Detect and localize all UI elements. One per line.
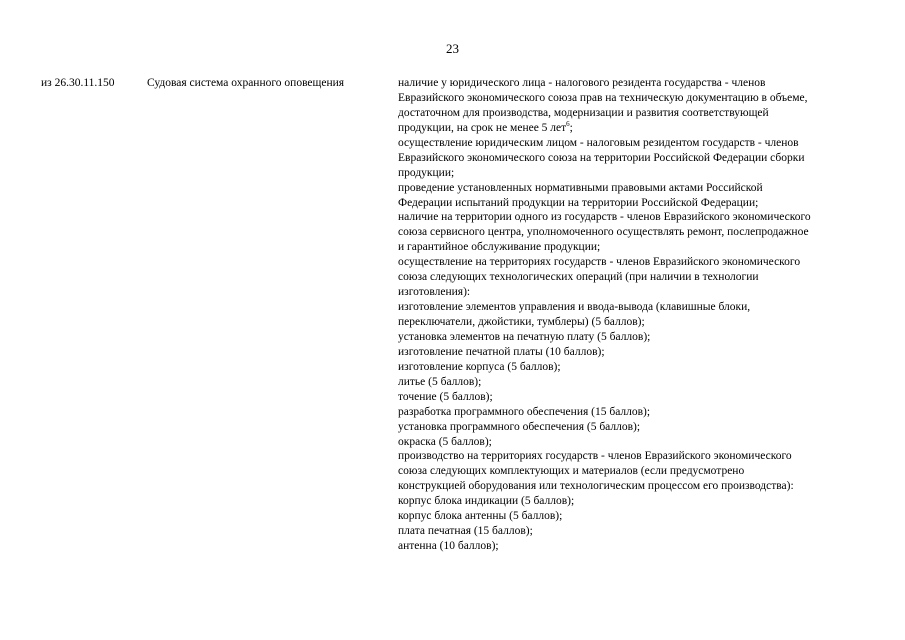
requirement-line: переключатели, джойстики, тумблеры) (5 баллов); — [398, 316, 645, 328]
requirement-line: изготовления): — [398, 286, 471, 299]
requirement-line: Евразийского экономического союза прав на техническую документацию в объеме, — [398, 91, 808, 104]
requirement-line: изготовление элементов управления и ввода-вывода (клавишные блоки, — [398, 301, 751, 314]
product-name: Судовая система охранного оповещения — [147, 77, 345, 89]
requirement-line: изготовление печатной платы (10 баллов); — [398, 345, 605, 358]
requirement-line: и гарантийное обслуживание продукции; — [398, 241, 601, 254]
requirement-line: союза следующих технологических операций (при наличии в технологии — [398, 271, 759, 284]
requirement-line: антенна (10 баллов); — [398, 540, 499, 553]
requirement-line: конструкцией оборудования или технологическим процессом его производства): — [398, 480, 794, 493]
requirement-line: разработка программного обеспечения (15 баллов); — [398, 405, 651, 418]
requirement-line: продукции; — [398, 166, 455, 179]
requirement-line: осуществление на территориях государств - членов Евразийского экономического — [398, 256, 801, 269]
requirement-line: производство на территориях государств - членов Евразийского экономического — [398, 450, 792, 463]
requirement-line-with-footnote — [398, 121, 878, 136]
requirement-line: проведение установленных нормативными правовыми актами Российской — [398, 181, 763, 194]
requirement-line: осуществление юридическим лицом - налоговым резидентом государств - членов — [398, 136, 799, 149]
requirement-line: союза сервисного центра, уполномоченного осуществлять ремонт, послепродажное — [398, 226, 809, 239]
okpd2-code: из 26.30.11.150 — [41, 77, 115, 89]
requirement-line: достаточном для производства, модернизации и развития соответствующей — [398, 106, 769, 119]
requirement-text: продукции, на срок не менее 5 лет — [398, 121, 567, 134]
requirement-line: наличие у юридического лица - налогового резидента государства - членов — [398, 77, 766, 89]
requirement-line: Евразийского экономического союза на территории Российской Федерации сборки — [398, 151, 805, 164]
requirement-line: установка элементов на печатную плату (5 баллов); — [398, 330, 651, 343]
requirement-line: литье (5 баллов); — [398, 375, 482, 388]
requirements-list — [398, 76, 878, 554]
footnote-marker: 6 — [566, 119, 570, 128]
page-number: 23 — [446, 41, 459, 56]
requirement-line: корпус блока индикации (5 баллов); — [398, 495, 575, 508]
requirement-line: изготовление корпуса (5 баллов); — [398, 360, 561, 373]
requirement-line: точение (5 баллов); — [398, 390, 493, 403]
requirement-line: наличие на территории одного из государств - членов Евразийского экономического — [398, 211, 811, 224]
requirement-line: союза следующих комплектующих и материалов (если предусмотрено — [398, 465, 745, 478]
requirement-line: установка программного обеспечения (5 баллов); — [398, 420, 641, 433]
requirement-line: окраска (5 баллов); — [398, 435, 492, 448]
requirement-line: плата печатная (15 баллов); — [398, 525, 533, 538]
requirement-tail: ; — [569, 121, 573, 134]
requirement-line: корпус блока антенны (5 баллов); — [398, 510, 563, 523]
requirement-line: Федерации испытаний продукции на территории Российской Федерации; — [398, 196, 759, 209]
